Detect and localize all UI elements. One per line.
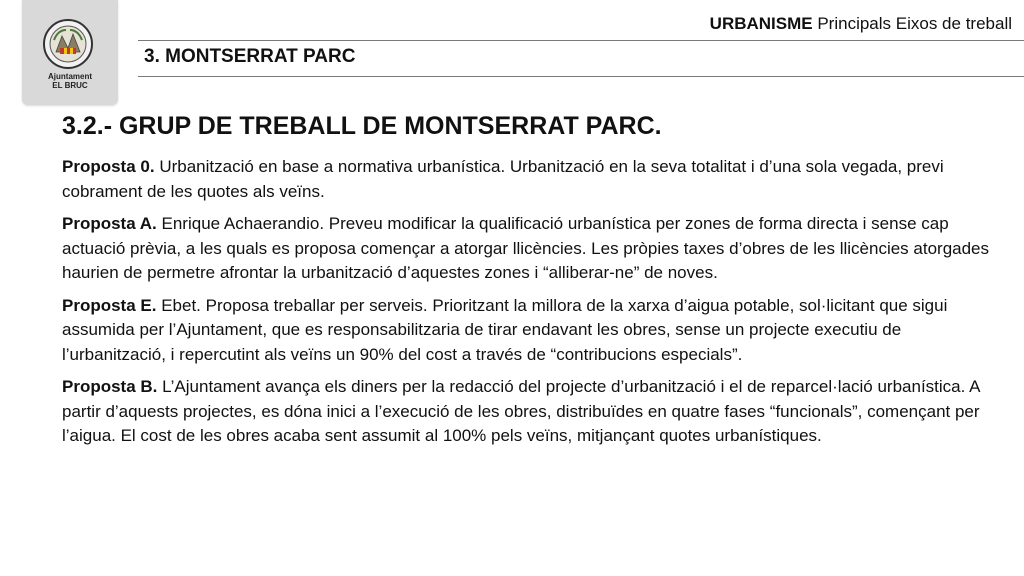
- proposal-text: Ebet. Proposa treballar per serveis. Prioritzant la millora de la xarxa d’aigua potable, sol·licitant que sigui assumida per l’Ajuntament, que es responsabilitzaria de tirar endavant les obres, sense un projecte executiu de l’urbanització, i repercutint als veïns un 90% del cost a través de “contribucions especials”.: [62, 295, 948, 364]
- header-title-rest: Principals Eixos de treball: [812, 14, 1012, 33]
- proposals-list: [62, 155, 1002, 457]
- proposal-a: [62, 212, 1002, 286]
- header-title: [710, 14, 1012, 34]
- logo-caption-line1: Ajuntament: [48, 72, 92, 81]
- page-title: 3.2.- GRUP DE TREBALL DE MONTSERRAT PARC.: [62, 112, 662, 140]
- proposal-label: Proposta A.: [62, 214, 157, 233]
- logo-caption-line2: EL BRUC: [52, 81, 88, 90]
- proposal-text: Urbanització en base a normativa urbanística. Urbanització en la seva totalitat i d’una sola vegada, previ cobrament de les quotes als veïns.: [62, 157, 944, 201]
- logo-tab: [22, 0, 118, 105]
- header-title-strong: URBANISME: [709, 14, 813, 33]
- proposal-label: Proposta B.: [62, 377, 158, 396]
- proposal-0: [62, 155, 1002, 204]
- proposal-text: Enrique Achaerandio. Preveu modificar la qualificació urbanística per zones de forma directa i sense cap actuació prèvia, a les quals es proposa començar a atorgar llicències. Les pròpies taxes d’obres de les llicències atorgades haurien de permetre afrontar la urbanització d’aquestes zones i “alliberar-ne” de noves.: [62, 214, 990, 282]
- header-divider-bottom: [138, 76, 1024, 77]
- logo-caption: [22, 72, 118, 90]
- proposal-e: [62, 294, 1002, 368]
- municipal-seal-icon: [42, 18, 94, 70]
- proposal-text: L’Ajuntament avança els diners per la redacció del projecte d’urbanització i el de reparcel·lació urbanística. A partir d’aquests projectes, es dóna inici a l’execució de les obres, distribuïdes en quatre fases “funcionals”, començant per l’aigua. El cost de les obres acaba sent assumit al 100% pels veïns, mitjançant quotes urbanístiques.: [62, 377, 980, 445]
- proposal-label: Proposta 0.: [62, 157, 155, 176]
- section-label: 3. MONTSERRAT PARC: [144, 46, 356, 67]
- proposal-label: Proposta E.: [62, 295, 157, 315]
- header-divider-top: [138, 40, 1024, 41]
- proposal-b: [62, 375, 1002, 449]
